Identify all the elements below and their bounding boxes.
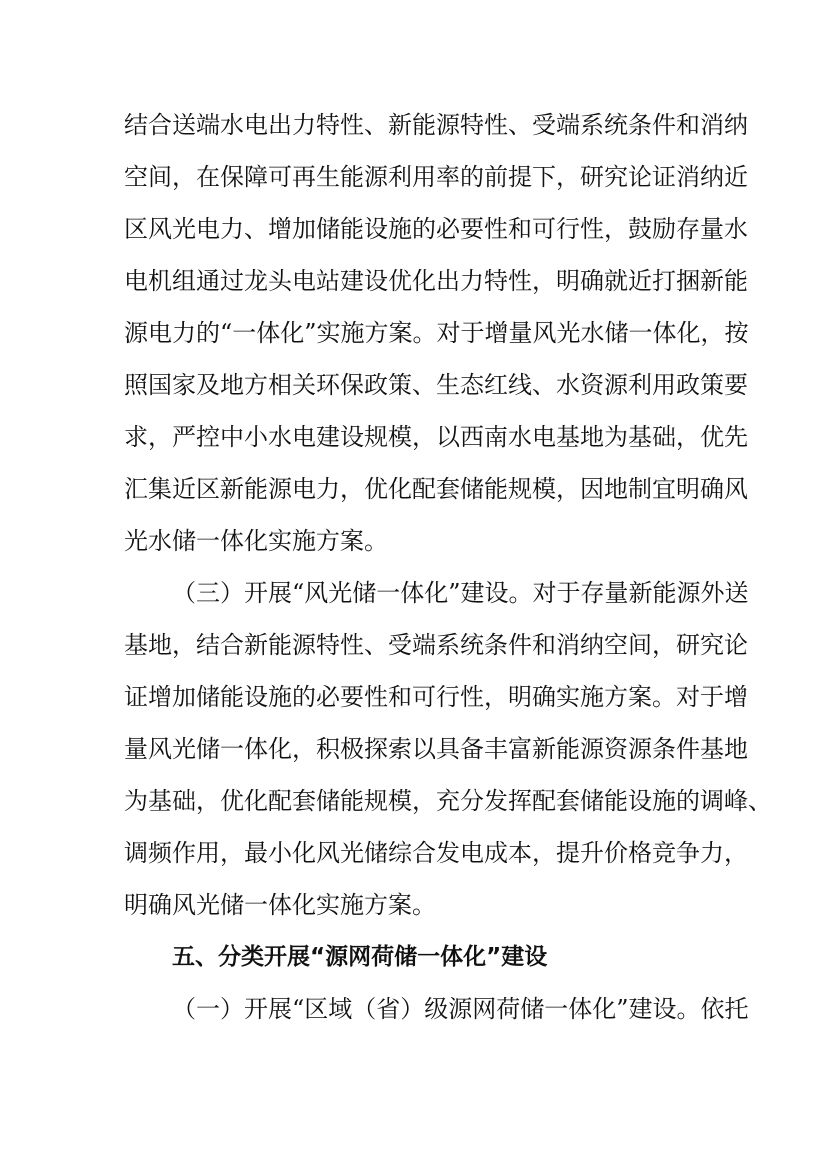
body-text-line: 求，严控中小水电建设规模，以西南水电基地为基础，优先 — [124, 423, 748, 451]
section-paragraph-start: （一）开展“区域（省）级源网荷储一体化”建设。依托 — [172, 995, 749, 1023]
section-heading: 五、分类开展“源网荷储一体化”建设 — [172, 944, 548, 970]
body-text-line: 基地，结合新能源特性、受端系统条件和消纳空间，研究论 — [124, 631, 748, 659]
body-text-line: 结合送端水电出力特性、新能源特性、受端系统条件和消纳 — [124, 111, 748, 139]
body-text-line: 空间，在保障可再生能源利用率的前提下，研究论证消纳近 — [124, 163, 748, 191]
body-text-line: 明确风光储一体化实施方案。 — [124, 891, 436, 919]
body-text-line: 光水储一体化实施方案。 — [124, 527, 388, 555]
body-text-line: 电机组通过龙头电站建设优化出力特性，明确就近打捆新能 — [124, 267, 748, 295]
body-text-line: 为基础，优化配套储能规模，充分发挥配套储能设施的调峰、 — [124, 787, 772, 815]
body-text-line: 照国家及地方相关环保政策、生态红线、水资源利用政策要 — [124, 371, 748, 399]
body-text-line: 证增加储能设施的必要性和可行性，明确实施方案。对于增 — [124, 683, 748, 711]
body-text-line: 调频作用，最小化风光储综合发电成本，提升价格竞争力， — [124, 839, 748, 867]
body-text-line: 区风光电力、增加储能设施的必要性和可行性，鼓励存量水 — [124, 215, 748, 243]
body-text-line: 量风光储一体化，积极探索以具备丰富新能源资源条件基地 — [124, 735, 748, 763]
body-text-line: 汇集近区新能源电力，优化配套储能规模，因地制宜明确风 — [124, 475, 748, 503]
body-text-line: 源电力的“一体化”实施方案。对于增量风光水储一体化，按 — [124, 319, 749, 347]
section-paragraph-start: （三）开展“风光储一体化”建设。对于存量新能源外送 — [172, 579, 749, 607]
